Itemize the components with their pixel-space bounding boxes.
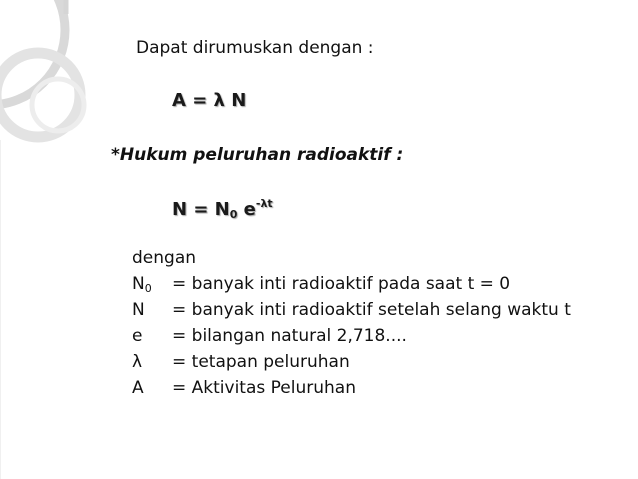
definition-symbol-a: A	[132, 378, 144, 398]
decay-formula-exp-base: e	[237, 199, 256, 220]
definition-symbol-n0	[132, 274, 152, 295]
definition-symbol-text: N	[132, 274, 145, 294]
decay-formula	[172, 197, 273, 221]
definition-text-a: = Aktivitas Peluruhan	[172, 378, 356, 398]
decay-formula-exponent: -λt	[255, 197, 273, 210]
dengan-label: dengan	[132, 248, 197, 268]
decorative-circles-graphic	[0, 0, 160, 479]
activity-formula: A = λ N	[172, 90, 247, 111]
definition-text-n0: = banyak inti radioaktif pada saat t = 0	[172, 274, 511, 294]
definition-symbol-e: e	[132, 326, 143, 346]
intro-text: Dapat dirumuskan dengan :	[136, 38, 374, 58]
definition-text-n: = banyak inti radioaktif setelah selang waktu t	[172, 300, 571, 320]
definition-symbol-n: N	[132, 300, 145, 320]
decay-formula-base: N = N	[172, 199, 230, 220]
decay-formula-subscript: 0	[229, 208, 238, 221]
definition-symbol-subscript: 0	[144, 282, 152, 295]
decay-law-heading: *Hukum peluruhan radioaktif :	[111, 145, 404, 165]
definition-symbol-lambda: λ	[132, 352, 143, 372]
definition-text-lambda: = tetapan peluruhan	[172, 352, 350, 372]
definition-text-e: = bilangan natural 2,718....	[172, 326, 407, 346]
